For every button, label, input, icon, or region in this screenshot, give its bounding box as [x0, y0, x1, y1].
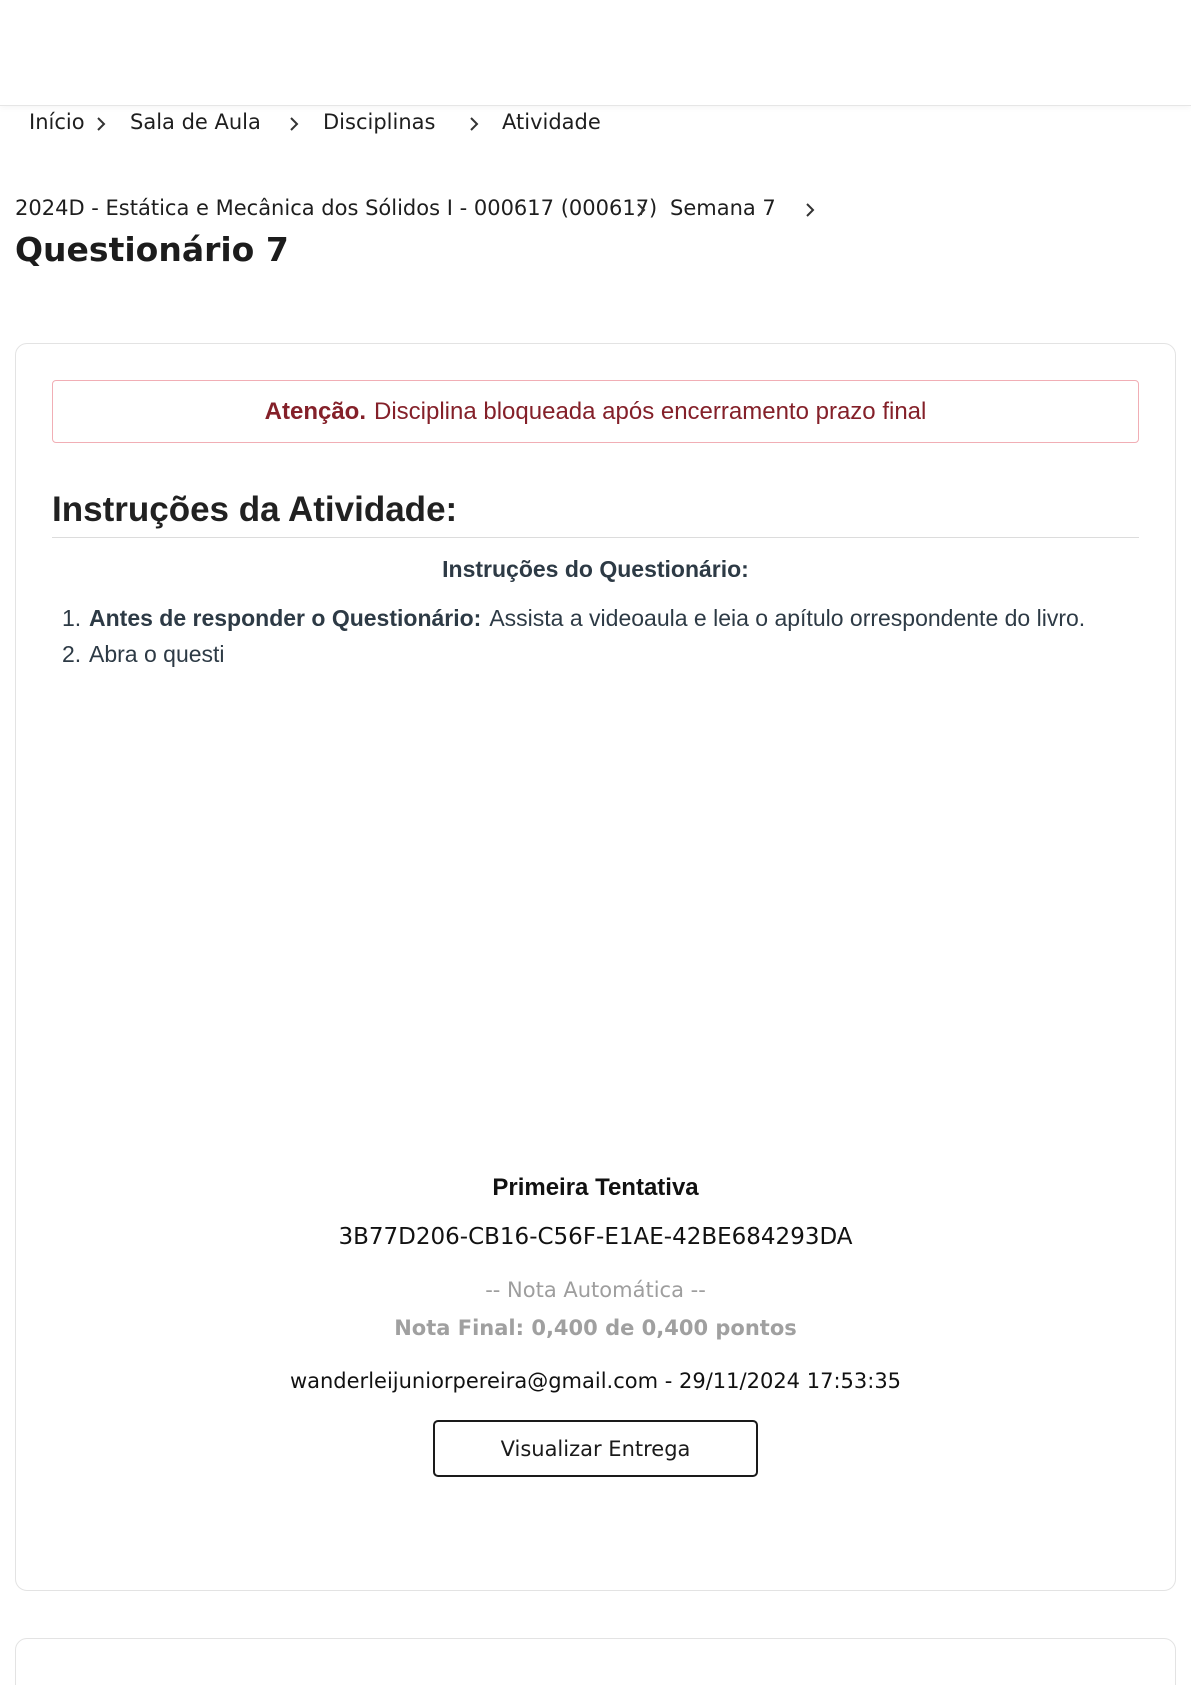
- course-breadcrumb: [0, 192, 1191, 228]
- breadcrumb-item-course[interactable]: 2024D - Estática e Mecânica dos Sólidos I - 000617 (000617): [15, 196, 658, 220]
- breadcrumb-item-inicio[interactable]: Início: [29, 110, 85, 134]
- locked-alert: [52, 380, 1139, 443]
- breadcrumb-item-week[interactable]: Semana 7: [670, 196, 776, 220]
- attempt-title: Primeira Tentativa: [492, 1174, 699, 1201]
- breadcrumb-item-disciplinas[interactable]: Disciplinas: [323, 110, 436, 134]
- chevron-right-icon: [467, 116, 481, 132]
- instructions-list: [60, 600, 1120, 672]
- list-item-text: Assista a videoaula e leia o apítulo orrespondente do livro.: [489, 605, 1086, 631]
- alert-strong-label: Atenção.: [264, 397, 366, 425]
- list-item-bold: Antes de responder o Questionário:: [89, 605, 482, 631]
- final-grade: Nota Final: 0,400 de 0,400 pontos: [394, 1316, 797, 1340]
- list-item-number: 2.: [62, 641, 82, 667]
- list-item-number: 1.: [62, 605, 82, 631]
- list-item-text: Abra o questi: [89, 641, 225, 667]
- breadcrumb-item-atividade[interactable]: Atividade: [502, 110, 601, 134]
- auto-grade-label: -- Nota Automática --: [485, 1278, 706, 1302]
- submitter-info: wanderleijuniorpereira@gmail.com - 29/11/2024 17:53:35: [289, 1369, 902, 1393]
- top-header-bar: [0, 0, 1191, 106]
- chevron-right-icon: [94, 116, 108, 132]
- breadcrumb-item-sala-de-aula[interactable]: Sala de Aula: [130, 110, 261, 134]
- chevron-right-icon: [287, 116, 301, 132]
- chevron-right-icon: [634, 202, 648, 218]
- instructions-heading: Instruções da Atividade:: [52, 490, 1139, 538]
- view-submission-button[interactable]: Visualizar Entrega: [433, 1420, 758, 1477]
- instructions-subheading: Instruções do Questionário:: [442, 556, 749, 582]
- chevron-right-icon: [803, 202, 817, 218]
- list-item: [60, 636, 1120, 672]
- list-item: [60, 600, 1120, 636]
- next-card: [15, 1638, 1176, 1685]
- alert-message: Disciplina bloqueada após encerramento prazo final: [374, 397, 927, 425]
- attempt-id: 3B77D206-CB16-C56F-E1AE-42BE684293DA: [338, 1224, 853, 1250]
- page-title: Questionário 7: [15, 230, 289, 269]
- breadcrumb: [0, 106, 1191, 142]
